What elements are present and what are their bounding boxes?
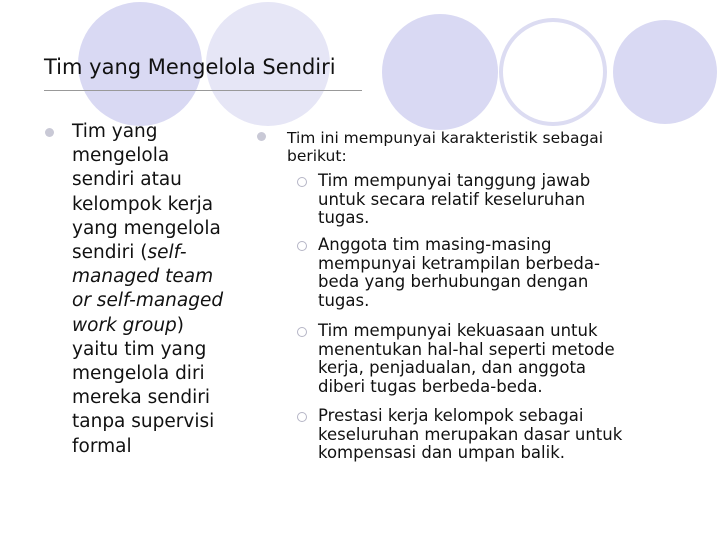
sub-bullet-3: [297, 327, 307, 337]
sub-item-3: Tim mempunyai kekuasaan untuk menentukan hal-hal seperti metode kerja, penjadualan, dan anggota diberi tugas berbeda-beda.: [318, 321, 615, 397]
left-bullet: [45, 128, 54, 137]
sub-item-4: Prestasi kerja kelompok sebagai keseluruhan merupakan dasar untuk kompensasi dan umpan balik.: [318, 406, 623, 463]
decor-circle-3: [382, 14, 498, 130]
sub-bullet-1: [297, 177, 307, 187]
sub-bullet-2: [297, 241, 307, 251]
sub-item-1: Tim mempunyai tanggung jawab untuk secara relatif keseluruhan tugas.: [318, 171, 591, 228]
right-bullet: [257, 132, 266, 141]
left-definition: Tim yang mengelola sendiri atau kelompok kerja yang mengelola sendiri (self- managed team or self-managed work group) yaitu tim yang mengelola diri mereka sendiri tanpa supervisi formal: [72, 121, 224, 457]
decor-circle-4: [501, 20, 605, 124]
sub-item-2: Anggota tim masing-masing mempunyai ketrampilan berbeda- beda yang berhubungan dengan tugas.: [318, 235, 600, 311]
decor-circle-5: [613, 20, 717, 124]
slide-title: Tim yang Mengelola Sendiri: [44, 55, 336, 79]
title-underline: [44, 90, 362, 91]
sub-bullet-4: [297, 412, 307, 422]
right-intro: Tim ini mempunyai karakteristik sebagai berikut:: [287, 129, 604, 165]
